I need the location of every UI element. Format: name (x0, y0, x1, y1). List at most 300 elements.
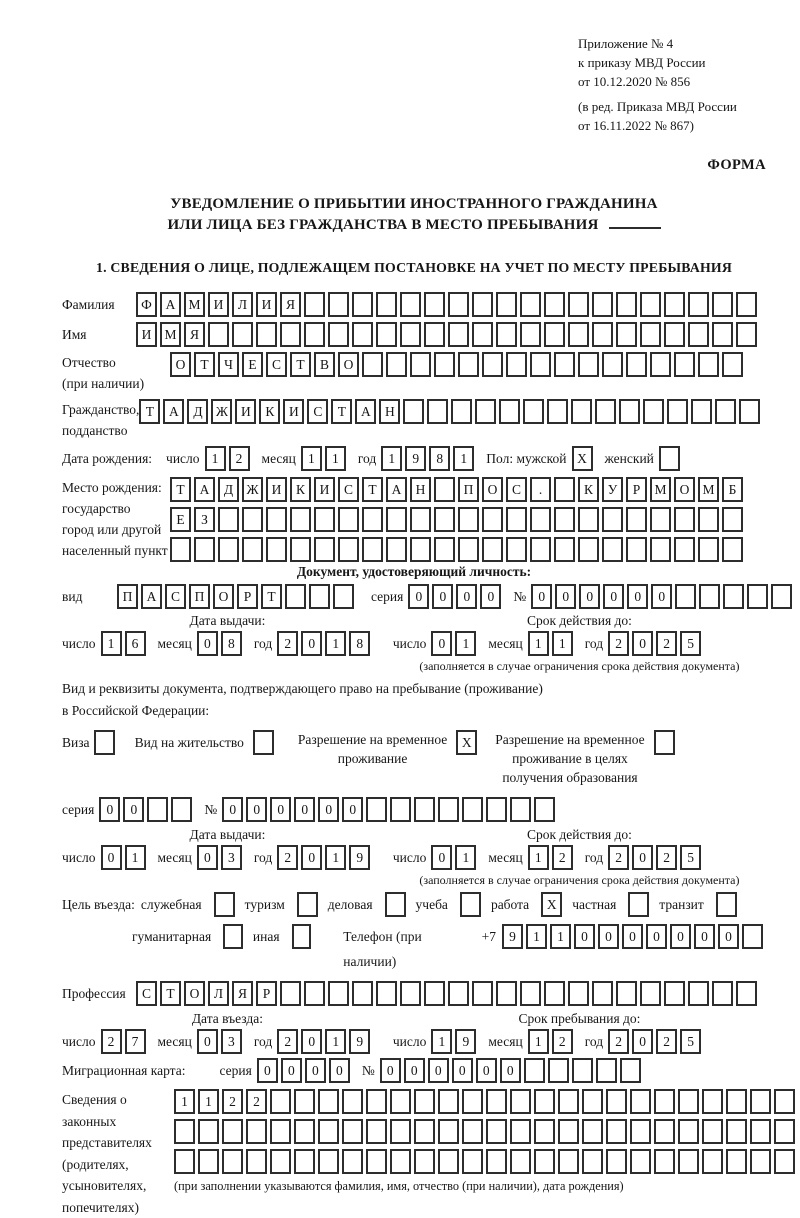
char-cell[interactable] (270, 1149, 291, 1174)
char-cell[interactable] (448, 981, 469, 1006)
char-cell[interactable] (650, 352, 671, 377)
char-cell[interactable] (328, 322, 349, 347)
char-cell[interactable] (650, 537, 671, 562)
char-cell[interactable] (304, 981, 325, 1006)
char-cell[interactable] (606, 1149, 627, 1174)
char-cell[interactable] (386, 507, 407, 532)
char-cell[interactable] (606, 1119, 627, 1144)
char-cell[interactable]: 0 (432, 584, 453, 609)
char-cell[interactable]: 0 (670, 924, 691, 949)
char-cell[interactable] (630, 1089, 651, 1114)
char-cell[interactable] (424, 981, 445, 1006)
char-cell[interactable]: 0 (500, 1058, 521, 1083)
char-cell[interactable] (602, 507, 623, 532)
char-cell[interactable] (726, 1119, 747, 1144)
char-cell[interactable]: 0 (301, 631, 322, 656)
char-cell[interactable]: Т (170, 477, 191, 502)
char-cell[interactable] (667, 399, 688, 424)
char-cell[interactable]: 1 (174, 1089, 195, 1114)
char-cell[interactable] (352, 292, 373, 317)
char-cell[interactable] (736, 292, 757, 317)
char-cell[interactable]: 1 (455, 845, 476, 870)
char-cell[interactable]: И (208, 292, 229, 317)
char-cell[interactable] (582, 1119, 603, 1144)
char-cell[interactable] (242, 507, 263, 532)
char-cell[interactable] (558, 1089, 579, 1114)
char-cell[interactable]: К (259, 399, 280, 424)
char-cell[interactable]: Н (410, 477, 431, 502)
char-cell[interactable]: 0 (246, 797, 267, 822)
char-cell[interactable] (640, 322, 661, 347)
char-cell[interactable] (626, 352, 647, 377)
temp-residence-edu-checkbox[interactable] (654, 730, 675, 755)
char-cell[interactable]: 0 (222, 797, 243, 822)
char-cell[interactable]: 9 (502, 924, 523, 949)
char-cell[interactable]: Л (232, 292, 253, 317)
char-cell[interactable] (688, 981, 709, 1006)
char-cell[interactable] (726, 1149, 747, 1174)
char-cell[interactable] (702, 1119, 723, 1144)
char-cell[interactable] (434, 477, 455, 502)
char-cell[interactable] (194, 537, 215, 562)
char-cell[interactable] (246, 1119, 267, 1144)
char-cell[interactable] (747, 584, 768, 609)
char-cell[interactable] (290, 537, 311, 562)
char-cell[interactable]: А (163, 399, 184, 424)
purpose-transit-checkbox[interactable] (716, 892, 737, 917)
char-cell[interactable] (664, 322, 685, 347)
char-cell[interactable]: Я (280, 292, 301, 317)
char-cell[interactable] (309, 584, 330, 609)
char-cell[interactable] (722, 537, 743, 562)
char-cell[interactable] (338, 537, 359, 562)
char-cell[interactable] (712, 322, 733, 347)
char-cell[interactable]: Т (160, 981, 181, 1006)
char-cell[interactable] (616, 981, 637, 1006)
char-cell[interactable] (510, 1149, 531, 1174)
char-cell[interactable]: 8 (429, 446, 450, 471)
char-cell[interactable] (674, 352, 695, 377)
char-cell[interactable] (462, 1119, 483, 1144)
purpose-tourism-checkbox[interactable] (297, 892, 318, 917)
char-cell[interactable] (606, 1089, 627, 1114)
char-cell[interactable] (534, 1119, 555, 1144)
char-cell[interactable] (582, 1089, 603, 1114)
char-cell[interactable] (496, 292, 517, 317)
char-cell[interactable]: 1 (325, 1029, 346, 1054)
char-cell[interactable]: О (338, 352, 359, 377)
char-cell[interactable]: 0 (598, 924, 619, 949)
char-cell[interactable] (486, 797, 507, 822)
char-cell[interactable] (568, 292, 589, 317)
char-cell[interactable] (534, 797, 555, 822)
char-cell[interactable]: 0 (342, 797, 363, 822)
char-cell[interactable] (520, 322, 541, 347)
purpose-private-checkbox[interactable] (628, 892, 649, 917)
visa-checkbox[interactable] (94, 730, 115, 755)
char-cell[interactable] (424, 322, 445, 347)
char-cell[interactable] (366, 1149, 387, 1174)
char-cell[interactable]: Д (218, 477, 239, 502)
char-cell[interactable]: О (213, 584, 234, 609)
char-cell[interactable]: И (235, 399, 256, 424)
char-cell[interactable] (750, 1149, 771, 1174)
char-cell[interactable]: Р (626, 477, 647, 502)
char-cell[interactable] (414, 1119, 435, 1144)
char-cell[interactable]: 2 (277, 845, 298, 870)
char-cell[interactable] (602, 352, 623, 377)
char-cell[interactable] (366, 1119, 387, 1144)
purpose-study-checkbox[interactable] (460, 892, 481, 917)
char-cell[interactable] (451, 399, 472, 424)
char-cell[interactable]: 0 (579, 584, 600, 609)
char-cell[interactable] (534, 1149, 555, 1174)
char-cell[interactable]: 0 (329, 1058, 350, 1083)
char-cell[interactable]: 0 (197, 1029, 218, 1054)
char-cell[interactable] (318, 1089, 339, 1114)
purpose-business-checkbox[interactable] (385, 892, 406, 917)
char-cell[interactable] (246, 1149, 267, 1174)
char-cell[interactable] (699, 584, 720, 609)
char-cell[interactable]: Т (290, 352, 311, 377)
char-cell[interactable]: И (314, 477, 335, 502)
char-cell[interactable]: У (602, 477, 623, 502)
char-cell[interactable]: Т (194, 352, 215, 377)
char-cell[interactable] (715, 399, 736, 424)
char-cell[interactable] (698, 352, 719, 377)
char-cell[interactable]: Ж (211, 399, 232, 424)
char-cell[interactable] (510, 1089, 531, 1114)
char-cell[interactable] (568, 322, 589, 347)
char-cell[interactable] (554, 477, 575, 502)
sex-male-checkbox[interactable]: X (572, 446, 593, 471)
char-cell[interactable]: 1 (101, 631, 122, 656)
char-cell[interactable] (698, 537, 719, 562)
char-cell[interactable] (314, 537, 335, 562)
char-cell[interactable]: Я (184, 322, 205, 347)
char-cell[interactable] (266, 507, 287, 532)
char-cell[interactable]: 0 (270, 797, 291, 822)
char-cell[interactable] (654, 1089, 675, 1114)
char-cell[interactable]: 6 (125, 631, 146, 656)
char-cell[interactable] (774, 1119, 795, 1144)
char-cell[interactable]: 0 (646, 924, 667, 949)
sex-female-checkbox[interactable] (659, 446, 680, 471)
char-cell[interactable] (414, 797, 435, 822)
char-cell[interactable] (410, 507, 431, 532)
char-cell[interactable]: 0 (408, 584, 429, 609)
char-cell[interactable]: 2 (656, 631, 677, 656)
char-cell[interactable] (691, 399, 712, 424)
char-cell[interactable] (602, 537, 623, 562)
char-cell[interactable] (568, 981, 589, 1006)
char-cell[interactable] (362, 537, 383, 562)
char-cell[interactable] (554, 352, 575, 377)
char-cell[interactable] (472, 292, 493, 317)
char-cell[interactable] (722, 352, 743, 377)
char-cell[interactable]: 1 (125, 845, 146, 870)
char-cell[interactable] (712, 981, 733, 1006)
char-cell[interactable] (424, 292, 445, 317)
char-cell[interactable] (544, 981, 565, 1006)
char-cell[interactable] (620, 1058, 641, 1083)
char-cell[interactable]: 1 (455, 631, 476, 656)
char-cell[interactable]: 0 (197, 845, 218, 870)
char-cell[interactable]: 0 (301, 845, 322, 870)
char-cell[interactable] (171, 797, 192, 822)
char-cell[interactable] (390, 1119, 411, 1144)
char-cell[interactable] (294, 1149, 315, 1174)
char-cell[interactable] (530, 352, 551, 377)
char-cell[interactable] (390, 797, 411, 822)
char-cell[interactable] (314, 507, 335, 532)
char-cell[interactable] (362, 352, 383, 377)
char-cell[interactable] (486, 1149, 507, 1174)
char-cell[interactable]: 2 (101, 1029, 122, 1054)
char-cell[interactable]: 9 (349, 845, 370, 870)
char-cell[interactable] (523, 399, 544, 424)
char-cell[interactable] (434, 537, 455, 562)
char-cell[interactable] (592, 322, 613, 347)
char-cell[interactable] (640, 981, 661, 1006)
char-cell[interactable]: А (355, 399, 376, 424)
char-cell[interactable] (376, 322, 397, 347)
char-cell[interactable] (304, 292, 325, 317)
char-cell[interactable] (702, 1149, 723, 1174)
char-cell[interactable] (548, 1058, 569, 1083)
char-cell[interactable] (414, 1089, 435, 1114)
char-cell[interactable]: Н (379, 399, 400, 424)
char-cell[interactable] (472, 322, 493, 347)
char-cell[interactable]: 0 (101, 845, 122, 870)
char-cell[interactable] (596, 1058, 617, 1083)
char-cell[interactable] (750, 1119, 771, 1144)
purpose-work-checkbox[interactable]: X (541, 892, 562, 917)
char-cell[interactable] (630, 1149, 651, 1174)
char-cell[interactable]: 5 (680, 845, 701, 870)
char-cell[interactable] (304, 322, 325, 347)
char-cell[interactable]: М (650, 477, 671, 502)
char-cell[interactable]: 1 (550, 924, 571, 949)
char-cell[interactable] (362, 507, 383, 532)
char-cell[interactable] (578, 352, 599, 377)
char-cell[interactable] (472, 981, 493, 1006)
char-cell[interactable] (558, 1149, 579, 1174)
char-cell[interactable]: О (184, 981, 205, 1006)
char-cell[interactable]: Л (208, 981, 229, 1006)
char-cell[interactable] (458, 537, 479, 562)
char-cell[interactable]: 0 (404, 1058, 425, 1083)
char-cell[interactable]: С (136, 981, 157, 1006)
char-cell[interactable] (198, 1119, 219, 1144)
char-cell[interactable] (208, 322, 229, 347)
temp-residence-checkbox[interactable]: X (456, 730, 477, 755)
char-cell[interactable] (688, 322, 709, 347)
char-cell[interactable]: 5 (680, 631, 701, 656)
char-cell[interactable] (664, 981, 685, 1006)
char-cell[interactable]: К (578, 477, 599, 502)
char-cell[interactable]: К (290, 477, 311, 502)
char-cell[interactable]: А (160, 292, 181, 317)
char-cell[interactable]: С (506, 477, 527, 502)
char-cell[interactable] (285, 584, 306, 609)
char-cell[interactable] (390, 1089, 411, 1114)
char-cell[interactable]: 1 (431, 1029, 452, 1054)
char-cell[interactable]: 0 (281, 1058, 302, 1083)
char-cell[interactable] (486, 1119, 507, 1144)
char-cell[interactable]: 2 (656, 845, 677, 870)
char-cell[interactable]: А (141, 584, 162, 609)
char-cell[interactable] (675, 584, 696, 609)
char-cell[interactable] (736, 981, 757, 1006)
char-cell[interactable] (328, 981, 349, 1006)
char-cell[interactable] (722, 507, 743, 532)
char-cell[interactable] (678, 1119, 699, 1144)
char-cell[interactable]: 0 (574, 924, 595, 949)
char-cell[interactable] (578, 507, 599, 532)
char-cell[interactable] (643, 399, 664, 424)
char-cell[interactable]: М (160, 322, 181, 347)
char-cell[interactable] (400, 322, 421, 347)
char-cell[interactable] (506, 537, 527, 562)
char-cell[interactable] (342, 1149, 363, 1174)
char-cell[interactable] (520, 292, 541, 317)
char-cell[interactable]: 8 (221, 631, 242, 656)
char-cell[interactable] (458, 352, 479, 377)
char-cell[interactable] (222, 1149, 243, 1174)
char-cell[interactable] (544, 322, 565, 347)
char-cell[interactable]: 2 (608, 631, 629, 656)
char-cell[interactable] (486, 1089, 507, 1114)
char-cell[interactable] (554, 537, 575, 562)
char-cell[interactable] (534, 1089, 555, 1114)
char-cell[interactable] (414, 1149, 435, 1174)
char-cell[interactable] (342, 1119, 363, 1144)
char-cell[interactable]: 0 (632, 631, 653, 656)
char-cell[interactable] (256, 322, 277, 347)
char-cell[interactable] (403, 399, 424, 424)
char-cell[interactable]: 1 (528, 1029, 549, 1054)
char-cell[interactable]: 2 (552, 1029, 573, 1054)
char-cell[interactable] (386, 352, 407, 377)
char-cell[interactable] (218, 537, 239, 562)
char-cell[interactable]: Т (261, 584, 282, 609)
char-cell[interactable]: О (170, 352, 191, 377)
char-cell[interactable] (482, 352, 503, 377)
char-cell[interactable] (352, 981, 373, 1006)
char-cell[interactable] (726, 1089, 747, 1114)
char-cell[interactable]: 1 (205, 446, 226, 471)
char-cell[interactable]: Е (170, 507, 191, 532)
char-cell[interactable]: Я (232, 981, 253, 1006)
char-cell[interactable] (774, 1089, 795, 1114)
char-cell[interactable]: 0 (480, 584, 501, 609)
char-cell[interactable] (438, 1089, 459, 1114)
char-cell[interactable] (222, 1119, 243, 1144)
char-cell[interactable]: 0 (197, 631, 218, 656)
char-cell[interactable] (270, 1089, 291, 1114)
char-cell[interactable] (448, 322, 469, 347)
char-cell[interactable] (554, 507, 575, 532)
char-cell[interactable] (400, 981, 421, 1006)
char-cell[interactable]: 2 (608, 1029, 629, 1054)
char-cell[interactable] (280, 981, 301, 1006)
char-cell[interactable] (702, 1089, 723, 1114)
char-cell[interactable] (410, 352, 431, 377)
char-cell[interactable]: Р (256, 981, 277, 1006)
char-cell[interactable]: 2 (277, 631, 298, 656)
char-cell[interactable] (595, 399, 616, 424)
char-cell[interactable] (270, 1119, 291, 1144)
char-cell[interactable] (400, 292, 421, 317)
char-cell[interactable]: 0 (456, 584, 477, 609)
char-cell[interactable]: 1 (526, 924, 547, 949)
char-cell[interactable] (592, 292, 613, 317)
char-cell[interactable]: 7 (125, 1029, 146, 1054)
char-cell[interactable]: 0 (428, 1058, 449, 1083)
char-cell[interactable] (496, 981, 517, 1006)
char-cell[interactable] (496, 322, 517, 347)
char-cell[interactable]: М (698, 477, 719, 502)
char-cell[interactable]: Т (362, 477, 383, 502)
char-cell[interactable]: А (194, 477, 215, 502)
char-cell[interactable] (294, 1119, 315, 1144)
char-cell[interactable] (499, 399, 520, 424)
char-cell[interactable]: 0 (452, 1058, 473, 1083)
char-cell[interactable] (616, 322, 637, 347)
char-cell[interactable] (524, 1058, 545, 1083)
char-cell[interactable] (448, 292, 469, 317)
char-cell[interactable]: С (307, 399, 328, 424)
char-cell[interactable]: 1 (381, 446, 402, 471)
char-cell[interactable] (333, 584, 354, 609)
char-cell[interactable]: 0 (651, 584, 672, 609)
char-cell[interactable]: Т (139, 399, 160, 424)
char-cell[interactable] (674, 537, 695, 562)
char-cell[interactable] (506, 352, 527, 377)
char-cell[interactable]: Ф (136, 292, 157, 317)
char-cell[interactable]: 1 (301, 446, 322, 471)
char-cell[interactable] (544, 292, 565, 317)
char-cell[interactable]: 0 (123, 797, 144, 822)
char-cell[interactable] (750, 1089, 771, 1114)
char-cell[interactable] (342, 1089, 363, 1114)
char-cell[interactable]: 0 (318, 797, 339, 822)
char-cell[interactable] (626, 537, 647, 562)
char-cell[interactable] (410, 537, 431, 562)
char-cell[interactable] (280, 322, 301, 347)
char-cell[interactable] (582, 1149, 603, 1174)
char-cell[interactable]: 1 (528, 631, 549, 656)
char-cell[interactable] (520, 981, 541, 1006)
char-cell[interactable]: Б (722, 477, 743, 502)
char-cell[interactable] (462, 1149, 483, 1174)
char-cell[interactable] (376, 981, 397, 1006)
char-cell[interactable]: 2 (552, 845, 573, 870)
char-cell[interactable]: 8 (349, 631, 370, 656)
char-cell[interactable] (712, 292, 733, 317)
char-cell[interactable]: И (256, 292, 277, 317)
char-cell[interactable] (506, 507, 527, 532)
char-cell[interactable] (619, 399, 640, 424)
char-cell[interactable] (438, 797, 459, 822)
char-cell[interactable] (328, 292, 349, 317)
char-cell[interactable]: 1 (325, 446, 346, 471)
char-cell[interactable]: 0 (694, 924, 715, 949)
char-cell[interactable]: П (458, 477, 479, 502)
char-cell[interactable] (318, 1119, 339, 1144)
purpose-other-checkbox[interactable] (292, 924, 312, 949)
